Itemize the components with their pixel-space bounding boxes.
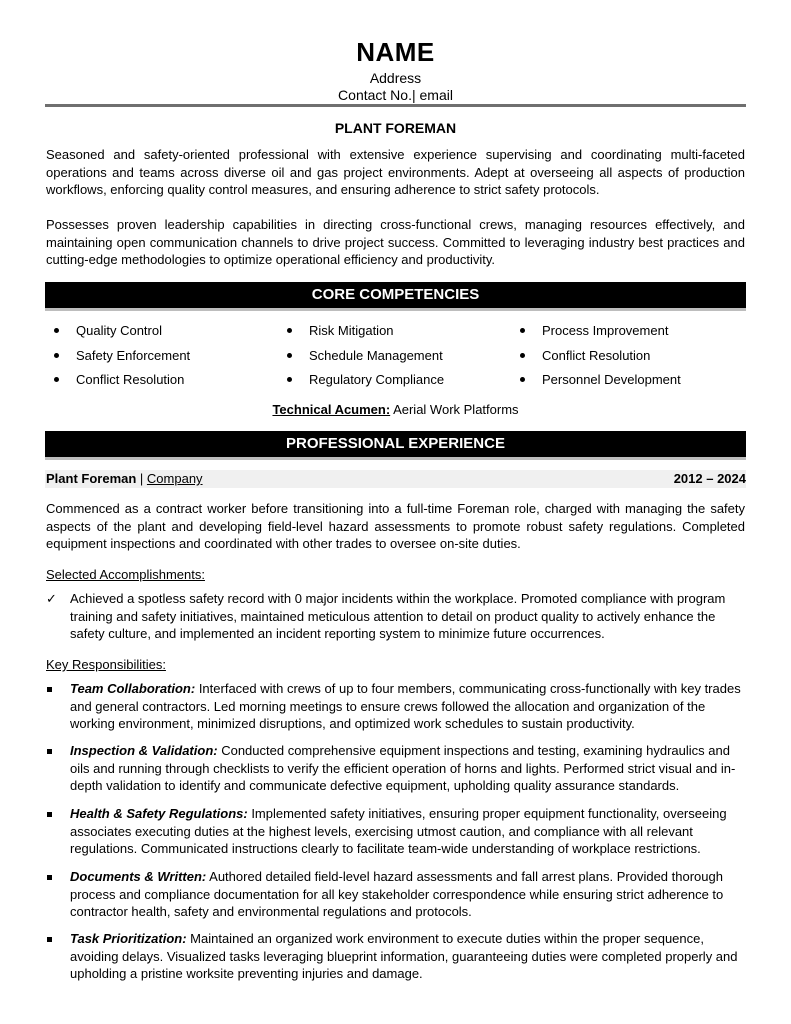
header-divider	[45, 104, 746, 107]
competency-item: Regulatory Compliance	[309, 371, 444, 388]
responsibility-item: Documents & Written: Authored detailed field-level hazard assessments and fall arrest plans. Provided thorough process and compliance documentation for all key stakeholder correspondence while ensuring strict adherence to contractor health, safety and environmental regulations and protocols.	[70, 869, 724, 919]
competency-item: Schedule Management	[309, 347, 443, 364]
bullet-icon	[520, 328, 525, 333]
square-bullet-icon	[47, 875, 52, 880]
technical-acumen	[0, 401, 791, 418]
square-bullet-icon	[47, 937, 52, 942]
professional-experience-heading: PROFESSIONAL EXPERIENCE	[45, 431, 746, 457]
candidate-name: NAME	[356, 37, 435, 67]
responsibility-item: Team Collaboration: Interfaced with crews of up to four members, communicating cross-functionally with key trades and general contractors. Led morning meetings to ensure crews followed the allocation and organization of the working environment, minimized disruptions, and optimized work schedules to sustain productivity.	[70, 681, 741, 731]
job-title: Plant Foreman	[46, 471, 137, 486]
bullet-icon	[520, 377, 525, 382]
competency-item: Safety Enforcement	[76, 347, 190, 364]
bullet-icon	[287, 377, 292, 382]
accomplishment-item: Achieved a spotless safety record with 0 major incidents within the workplace. Promoted compliance with program training and safety initiatives, maintained meticulous attention to detail on product quality to actively enhance the safety culture, and implemented an incident reporting system to minimize future occurrences.	[70, 591, 726, 641]
bullet-icon	[287, 353, 292, 358]
heading-shadow	[45, 457, 746, 460]
responsibility-item: Task Prioritization: Maintained an organized work environment to execute duties within the proper sequence, avoiding delays. Visualized tasks leveraging blueprint information, guaranteeing duties were completed properly and upholding a pristine worksite preventing injuries and damage.	[70, 931, 738, 981]
competency-item: Conflict Resolution	[542, 347, 650, 364]
job-dates: 2012 – 2024	[673, 471, 746, 486]
company-name: Company	[146, 471, 203, 486]
bullet-icon	[54, 377, 59, 382]
accomplishments-label: Selected Accomplishments:	[46, 567, 205, 582]
competency-item: Risk Mitigation	[309, 322, 394, 339]
competency-item: Process Improvement	[542, 322, 668, 339]
responsibilities-label: Key Responsibilities:	[46, 657, 166, 672]
square-bullet-icon	[47, 749, 52, 754]
responsibility-item: Inspection & Validation: Conducted comprehensive equipment inspections and testing, examining hydraulics and oils and running through checklists to verify the efficient operation of horns and lights. Performed strict visual and in-depth validation to identify and communicate defective equipment, upholding quality assurance standards.	[70, 743, 736, 793]
bullet-icon	[287, 328, 292, 333]
position-title: PLANT FOREMAN	[334, 120, 457, 136]
summary-paragraph-2: Possesses proven leadership capabilities in directing cross-functional crews, managing resources effectively, and maintaining open communication channels to drive project success. Committed to leveraging industry best practices and cutting-edge methodologies to optimize operational efficiency and productivity.	[46, 217, 745, 267]
square-bullet-icon	[47, 687, 52, 692]
address: Address	[369, 70, 422, 86]
job-header-row	[45, 470, 746, 488]
core-competencies-heading: CORE COMPETENCIES	[45, 282, 746, 308]
summary-paragraph-1: Seasoned and safety-oriented professional with extensive experience supervising and coordinating multi-faceted operations and teams across diverse oil and gas project environments. Adept at overseeing all aspects of production workflows, enforcing quality control measures, and ensuring adherence to strict safety protocols.	[46, 147, 745, 197]
square-bullet-icon	[47, 812, 52, 817]
bullet-icon	[520, 353, 525, 358]
heading-shadow	[45, 308, 746, 311]
bullet-icon	[54, 328, 59, 333]
competency-item: Personnel Development	[542, 371, 681, 388]
contact-line: Contact No.| email	[338, 87, 453, 103]
technical-acumen-label: Technical Acumen:	[272, 402, 391, 417]
job-separator: |	[136, 471, 147, 486]
competency-item: Conflict Resolution	[76, 371, 184, 388]
bullet-icon	[54, 353, 59, 358]
technical-acumen-value: Aerial Work Platforms	[390, 402, 519, 417]
responsibility-item: Health & Safety Regulations: Implemented safety initiatives, ensuring proper equipment functionality, overseeing associates executing duties at the highest levels, exercising utmost caution, and compliance with all relevant regulations. Communicated instructions clearly to facilitate team-wide understanding of workplace restrictions.	[70, 806, 727, 856]
job-description: Commenced as a contract worker before transitioning into a full-time Foreman role, charged with managing the safety aspects of the plant and developing field-level hazard assessments to promote robust safety regulations. Completed equipment inspections and coordinated with other trades to oversee on-site duties.	[46, 501, 745, 551]
checkmark-icon: ✓	[46, 591, 57, 606]
competency-item: Quality Control	[76, 322, 162, 339]
job-title-line	[46, 470, 203, 488]
